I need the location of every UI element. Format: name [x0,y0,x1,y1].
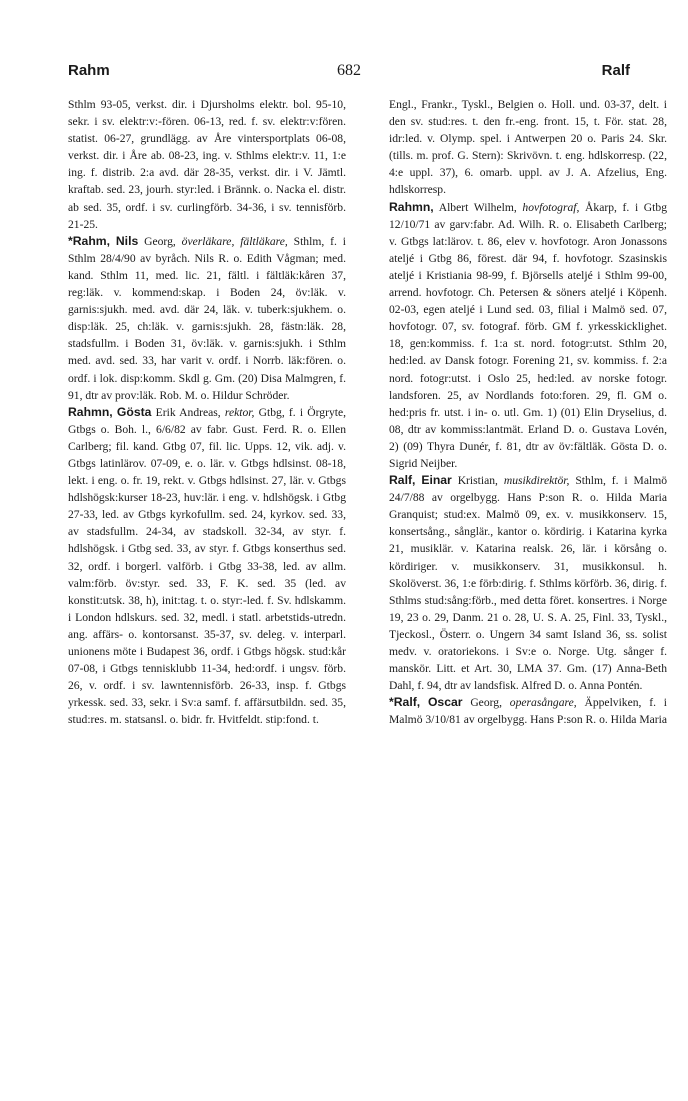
entry-continuation [68,96,346,233]
entry-rahmn-albert [389,199,667,473]
entry-given-bold: Einar [421,473,452,488]
page-header [68,62,630,84]
page-number: 682 [337,62,361,79]
entry-given: Kristian, [457,474,498,488]
entry-given: Erik Andreas, [155,405,221,419]
entry-occupation: hovfotograf, [522,200,580,214]
entry-occupation: musikdirektör, [503,474,570,488]
entry-text: Åkarp, f. i Gtbg 12/10/71 av garv:fabr. Ad. Wilh. R. o. Elisabeth Carlberg; v. Gtbgs lat:lärov. t. 86, elev v. hovfotogr. Aron Jonassons ateljé i Gtbg 86, förest. där 94, f. hovfotogr. Szasinskis ateljé i Kristiania 98-99, f. Björsells ateljé i Sthlm 99-00, arrend. hovfotogr. Ch. Petersen & söners ateljé i Köpenh. 02-03, egen ateljé i Lund sed. 03, filial i Malmö sed. 07, hovfotogr. 07, sv. fotograf. förb. GM f. yrkesskicklighet. 18, gen:kommiss. f. 1:a st. nord. fotogr:utst. Sthlm 20, hed:led. av Dansk fotogr. Forening 21, sv. kommiss. f. 2:a nord. fotogr:utst. i Oslo 25, hed:led. av norske fotogr. landsforen. 25, av Nordlands foto:foren. 29, fl. GM o. hed:pris fr. utst. i in- o. utl. Gm. 1) (01) Elin Dryselius, d. 08, dtr av kommiss:lantmät. Erland D. o. Gustava Lovén, 2) (09) Thyra Dunér, f. 81, dtr av öv:fältläk. Gösta D. o. Sigrid Neijber. [389,200,667,470]
entry-given-bold: Nils [115,233,139,248]
entry-given: Georg, [470,696,502,710]
entry-surname: *Rahm, [68,233,110,248]
right-column [389,96,667,728]
entry-ralf-einar [389,472,667,694]
entry-occupation: överläkare, fältläkare, [181,234,288,248]
entry-continuation [389,96,667,199]
entry-given-bold: Gösta [116,404,152,419]
entry-text: Gtbg, f. i Örgryte, Gtbgs o. Boh. l., 6/6/82 av fabr. Gust. Ferd. R. o. Ellen Carlberg; fil. kand. Gtbg 07, fil. lic. Upps. 12, vik. adj. v. Gtbgs latinlärov. 07-09, e. o. lär. v. Gtbgs hdlsinst. 08-18, lekt. i eng. o. fr. 19, rekt. v. Gtbgs hdlsinst. 27, lär. v. Gtbgs hdlshögsk:kurser 18-23, huv:lär. i eng. v. hdlshögsk. i Gtbg 27-33, led. av Gtbgs kyrkofullm. sed. 24, kyrkov. sed. 33, av stadsfullm. 24-34, av stadskoll. 32-34, av styr. f. hdlshögsk. i Gtbg sed. 33, av styr. f. Gtbgs konserthus sed. 32, ordf. i borgerl. valförb. i Gtbg 33-38, led. av allm. valm:förb. öv:styr. sed. 33, F. K. sed. 35 (led. av konstit:utsk. 38, h), init:tag. t. o. styr:-led. f. Sv. hdlskamm. i London hdlskurs. sed. 32, medl. i statl. arbetstids-utredn. ang. affärs- o. kontorsanst. 35-37, sv. deleg. v. interparl. unionens möte i Budapest 36, ordf. i Gtbgs högsk. stud:kår 07-08, i Gtbgs tennisklubb 11-34, hed:ordf. i ungsv. förb. 26, v. ordf. i sv. lawntennisförb. 26-33, insp. f. Gtbgs yrkessk. sed. 33, sekr. i Sv:a samf. f. affärsutbildn. sed. 35, stud:res. m. statsansl. o. bidr. fr. Hvitfeldt. stip:fond. t. [68,405,347,727]
entry-surname: Rahmn, [68,404,113,419]
entry-occupation: operasångare, [509,696,577,710]
entry-surname: Ralf, [389,473,416,488]
entry-text: Äppelviken, f. i Malmö 3/10/81 av orgelbygg. Hans P:son R. o. Hilda Maria [389,696,668,727]
entry-text: Engl., Frankr., Tyskl., Belgien o. Holl. und. 03-37, delt. i den sv. stud:res. t. den fr.-eng. front. 15, t. För. stat. 28, idr:led. v. Olymp. spel. i Antwerpen 20 o. Paris 24. Skr. (tills. m. prof. G. Stern): Skrivövn. t. eng. hdlskorresp. (22, 4:e uppl. 37), 6. omarb. uppl. av J. A. Afzelius, Eng. hdlskorresp. [389,98,667,197]
entry-surname: *Ralf, [389,695,421,710]
header-right-keyword: Ralf [601,62,630,79]
entry-surname: Rahmn, [389,199,434,214]
entry-text: Sthlm 93-05, verkst. dir. i Djursholms elektr. bol. 95-10, sekr. i sv. elektr:v:-fören. 06-13, red. f. sv. elektr:v:fören. statist. 06-27, grundlägg. av Åre vintersportplats 06-08, verkst. dir. i Åre ab. 08-23, ing. v. Sthlms elektr:v. 11, 1:e ing. f. distrib. 2:a avd. där 28-35, verkst. dir. i V. Jämtl. kraftab. sed. 23, jourh. styr:led. i Brännk. o. Nacka el. distr. ab sed. 35, ordf. i sv. curlingförb. 34-36, i sv. tennisförb. 21-25. [68,98,346,231]
left-column [68,96,346,728]
entry-given: Albert Wilhelm, [438,200,517,214]
entry-rahmn-gosta [68,404,346,729]
entry-given-bold: Oscar [427,695,463,710]
entry-rahm-nils [68,233,346,404]
entry-text: Sthlm, f. i Malmö 24/7/88 av orgelbygg. Hans P:son R. o. Hilda Maria Granquist; stud:ex. Malmö 09, ex. v. musikkonserv. 15, konsertsång., sånglär., kantor o. kördirig. i Katarina kyrka 21, musiklär. v. Katarina realsk. 26, lär. i körsång o. kördiriger. v. musikkonserv. 31, musikkonsul. h. Skolöverst. 36, 1:e förb:dirig. f. Sthlms körförb. 36, dirig. f. Sthlms stud:sång:förb., med detta föret. konsertres. i Norge 19, 23 o. 29, Danm. 21 o. 28, U. S. A. 25, Finl. 33, Tyskl., Tjeckosl., Österr. o. Ungern 34 samt Island 36, ss. solist medv. v. oratoriekons. i Sv:e o. Norge. Utg. sånger f. manskör. Litt. et Art. 30, LMA 37. Gm. (17) Anna-Beth Dahl, f. 94, dtr av landsfisk. Alfred D. o. Anna Pontén. [389,474,668,693]
entry-text: Sthlm, f. i Sthlm 28/4/90 av byråch. Nils R. o. Edith Vågman; med. kand. Sthlm 11, med. lic. 21, fältl. i fältläk:kåren 37, reg:läk. v. kommend:skap. i Boden 24, öv:läk. v. garnis:sjukh. med. avd. där 24, läk. v. tuberk:sjukhem. o. disp:läk. 25, ch:läk. v. garnis:sjukh. 28, fästn:läk. 28, stadsfullm. i Boden 31, öv:läk. v. garnis:sjukh. i Sthlm med. avd. sed. 33, har varit v. ordf. i Norrb. läk:fören. o. ordf. i lok. disp:komm. Skdl g. Gm. (20) Disa Malmgren, f. 91, dtr av prov:läk. Rob. M. o. Hildur Schröder. [68,234,346,402]
header-left-keyword: Rahm [68,62,110,79]
entry-occupation: rektor, [224,405,255,419]
entry-ralf-oscar [389,694,667,728]
entry-given: Georg, [144,234,176,248]
